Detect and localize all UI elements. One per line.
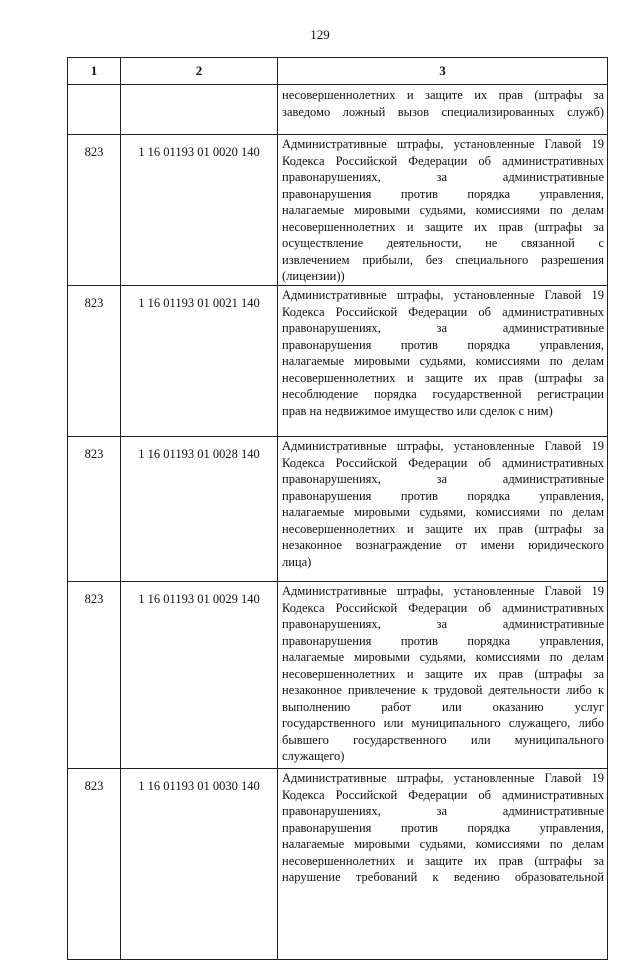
description-line: правонарушения против порядка управления, [282, 186, 604, 201]
description-line: правонарушениях, за административные [282, 170, 604, 184]
table-cell-kbk: 1 16 01193 01 0029 140 [121, 582, 278, 769]
description-line: несоблюдение порядка государственной регистрации [282, 387, 604, 401]
table-cell-code: 823 [68, 437, 121, 582]
description-line: Кодекса Российской Федерации об административных [282, 455, 604, 470]
description-line: лица) [282, 554, 312, 569]
description-line: несовершеннолетних и защите их прав (штрафы за [282, 853, 604, 868]
description-line: Административные штрафы, установленные Главой 19 [282, 288, 604, 302]
table-header-row [68, 58, 608, 85]
description-line: налагаемые мировыми судьями, комиссиями по делам [282, 505, 604, 519]
description-line: несовершеннолетних и защите их прав (штрафы за [282, 521, 604, 536]
table-cell-code: 823 [68, 769, 121, 960]
description-line: бывшего государственного или муниципального [282, 732, 604, 747]
table-row-continued [68, 85, 608, 135]
description-line: Административные штрафы, установленные Главой 19 [282, 584, 604, 598]
description-line: несовершеннолетних и защите их прав (штрафы за [282, 370, 604, 385]
description-line: Кодекса Российской Федерации об административных [282, 600, 604, 615]
description-line: нарушение требований к ведению образовательной [282, 870, 604, 884]
table-row [68, 582, 608, 769]
table-cell-description [278, 135, 608, 286]
table-row [68, 769, 608, 960]
description-line: несовершеннолетних и защите их прав (штрафы за [282, 88, 604, 102]
description-line: Административные штрафы, установленные Главой 19 [282, 771, 604, 785]
table-cell-code-empty [68, 85, 121, 135]
description-line: служащего) [282, 749, 345, 763]
table-cell-kbk: 1 16 01193 01 0030 140 [121, 769, 278, 960]
description-line: извлечением прибыли, без специального разрешения [282, 252, 604, 267]
table-cell-kbk: 1 16 01193 01 0028 140 [121, 437, 278, 582]
description-line: правонарушениях, за административные [282, 321, 604, 335]
description-line: несовершеннолетних и защите их прав (штрафы за [282, 666, 604, 681]
description-line: незаконное вознаграждение от имени юридического [282, 538, 604, 552]
description-line: несовершеннолетних и защите их прав (штрафы за [282, 219, 604, 234]
description-line: правонарушениях, за административные [282, 804, 604, 818]
description-line: Кодекса Российской Федерации об административных [282, 304, 604, 319]
description-line: правонарушения против порядка управления, [282, 337, 604, 352]
table-cell-kbk: 1 16 01193 01 0021 140 [121, 286, 278, 437]
description-line: правонарушениях, за административные [282, 472, 604, 486]
header-col-2: 2 [121, 58, 278, 85]
table-cell-code: 823 [68, 582, 121, 769]
description-line: выполнению работ или оказанию услуг [282, 699, 604, 714]
description-line: налагаемые мировыми судьями, комиссиями по делам [282, 203, 604, 217]
page-number: 129 [310, 27, 330, 42]
description-line: заведомо ложный вызов специализированных служб) [282, 104, 604, 119]
table-cell-description [278, 286, 608, 437]
description-line: осуществление деятельности, не связанной с [282, 236, 604, 250]
description-line: прав на недвижимое имущество или сделок с ним) [282, 403, 553, 418]
table-row [68, 437, 608, 582]
table-cell-kbk-empty [121, 85, 278, 135]
description-line: налагаемые мировыми судьями, комиссиями по делам [282, 837, 604, 851]
description-line: (лицензии)) [282, 269, 345, 283]
header-col-1: 1 [68, 58, 121, 85]
header-col-3: 3 [278, 58, 608, 85]
description-line: Кодекса Российской Федерации об административных [282, 787, 604, 802]
table-cell-description [278, 582, 608, 769]
description-line: Административные штрафы, установленные Главой 19 [282, 439, 604, 453]
table-cell-description [278, 437, 608, 582]
table-row [68, 135, 608, 286]
description-line: Административные штрафы, установленные Главой 19 [282, 137, 604, 151]
table-row [68, 286, 608, 437]
table-cell-description [278, 769, 608, 960]
description-line: правонарушения против порядка управления, [282, 820, 604, 835]
description-line: Кодекса Российской Федерации об административных [282, 153, 604, 168]
description-line: незаконное привлечение к трудовой деятельности либо к [282, 683, 604, 697]
table-cell-code: 823 [68, 286, 121, 437]
description-line: правонарушения против порядка управления, [282, 488, 604, 503]
description-line: правонарушениях, за административные [282, 617, 604, 631]
description-line: налагаемые мировыми судьями, комиссиями по делам [282, 354, 604, 368]
table-cell-description [278, 85, 608, 135]
description-line: государственного или муниципального служащего, либо [282, 716, 604, 730]
description-line: правонарушения против порядка управления, [282, 633, 604, 648]
description-line: налагаемые мировыми судьями, комиссиями по делам [282, 650, 604, 664]
table-cell-kbk: 1 16 01193 01 0020 140 [121, 135, 278, 286]
table-cell-code: 823 [68, 135, 121, 286]
fines-table [67, 57, 608, 960]
